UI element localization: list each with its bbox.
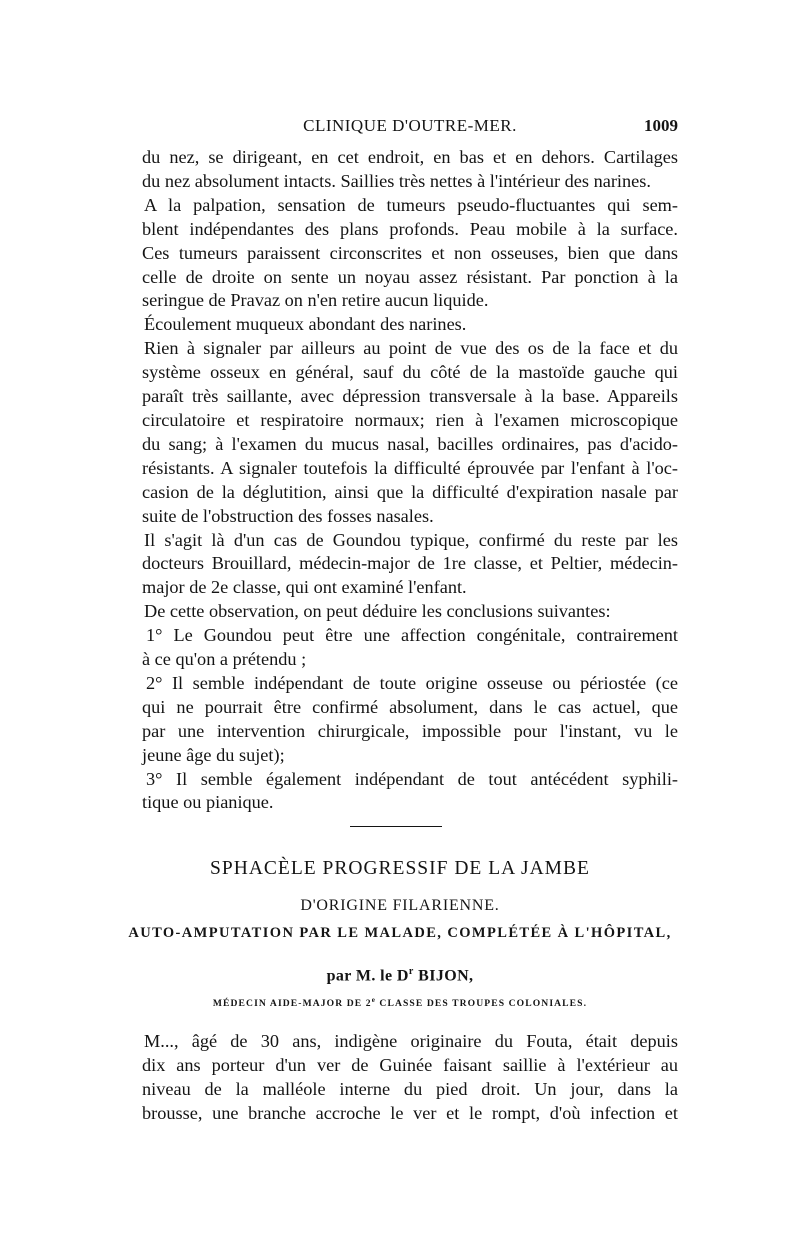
text-line: du nez, se dirigeant, en cet endroit, en bas et en dehors. Cartilages: [142, 147, 678, 167]
text-line: dix ans porteur d'un ver de Guinée faisant saillie à l'extérieur au: [142, 1054, 678, 1075]
page-number: 1009: [644, 116, 678, 135]
text-line: à ce qu'on a prétendu ;: [142, 649, 307, 670]
affil-suffix: CLASSE DES TROUPES COLONIALES.: [375, 998, 588, 1010]
text-line: celle de droite on sente un noyau assez résistant. Par ponction à la: [142, 266, 678, 287]
text-line: A la palpation, sensation de tumeurs pseudo-fluctuantes qui sem-: [144, 194, 678, 215]
running-head-title: CLINIQUE D'OUTRE-MER.: [303, 116, 517, 135]
text-line: jeune âge du sujet);: [142, 744, 285, 765]
text-line: qui ne pourrait être confirmé absolument, dans le cas actuel, que: [142, 696, 678, 717]
text-line: Ces tumeurs paraissent circonscrites et non osseuses, bien que dans: [142, 242, 678, 263]
text-line: 2° Il semble indépendant de toute origine osseuse ou périostée (ce: [146, 672, 678, 693]
text-line: paraît très saillante, avec dépression transversale à la base. Appareils: [142, 386, 678, 407]
text-line: De cette observation, on peut déduire les conclusions suivantes:: [144, 601, 611, 622]
author-byline: [100, 966, 700, 985]
text-line: du sang; à l'examen du mucus nasal, bacilles ordinaires, pas d'acido-: [142, 433, 678, 454]
text-line: 3° Il semble également indépendant de tout antécédent syphili-: [146, 768, 678, 789]
text-line: Il s'agit là d'un cas de Goundou typique, confirmé du reste par les: [144, 529, 678, 550]
text-line: par une intervention chirurgicale, impossible pour l'instant, vu le: [142, 720, 678, 741]
text-line: 1° Le Goundou peut être une affection congénitale, contrairement: [146, 625, 678, 646]
section-divider: [350, 826, 442, 827]
text-line: niveau de la malléole interne du pied droit. Un jour, dans la: [142, 1078, 678, 1099]
text-line: résistants. A signaler toutefois la difficulté éprouvée par l'enfant à l'oc-: [142, 457, 678, 478]
text-line: docteurs Brouillard, médecin-major de 1re classe, et Peltier, médecin-: [142, 553, 678, 574]
article-subtitle: D'ORIGINE FILARIENNE.: [300, 897, 500, 914]
text-line: tique ou pianique.: [142, 792, 274, 813]
affil-sup: e: [371, 996, 376, 1004]
article-title: SPHACÈLE PROGRESSIF DE LA JAMBE: [210, 858, 590, 879]
text-line: seringue de Pravaz on n'en retire aucun liquide.: [142, 290, 489, 311]
text-line: suite de l'obstruction des fosses nasales.: [142, 505, 434, 526]
article-body: [142, 1030, 678, 1126]
author-affiliation: [100, 996, 700, 1009]
text-line: major de 2e classe, qui ont examiné l'enfant.: [142, 577, 467, 598]
text-line: circulatoire et respiratoire normaux; rien à l'examen microscopique: [142, 409, 678, 430]
text-line: du nez absolument intacts. Saillies très nettes à l'intérieur des narines.: [142, 170, 651, 191]
text-line: M..., âgé de 30 ans, indigène originaire du Fouta, était depuis: [144, 1031, 678, 1051]
byline-sup: r: [408, 966, 414, 977]
text-line: blent indépendantes des plans profonds. Peau mobile à la surface.: [142, 218, 678, 239]
article-subtitle-2: AUTO-AMPUTATION PAR LE MALADE, COMPLÉTÉE À L'HÔPITAL,: [128, 925, 672, 941]
text-line: brousse, une branche accroche le ver et le rompt, d'où infection et: [142, 1102, 678, 1123]
body-text-continued: [142, 146, 678, 815]
byline-prefix: par M. le D: [326, 967, 409, 985]
byline-name: BIJON,: [413, 967, 474, 985]
running-head: [142, 116, 678, 140]
affil-prefix: MÉDECIN AIDE-MAJOR DE 2: [212, 998, 372, 1010]
text-line: Écoulement muqueux abondant des narines.: [144, 314, 467, 335]
text-line: système osseux en général, sauf du côté de la mastoïde gauche qui: [142, 362, 678, 383]
text-line: casion de la déglutition, ainsi que la difficulté d'expiration nasale par: [142, 481, 678, 502]
text-line: Rien à signaler par ailleurs au point de vue des os de la face et du: [144, 338, 678, 359]
